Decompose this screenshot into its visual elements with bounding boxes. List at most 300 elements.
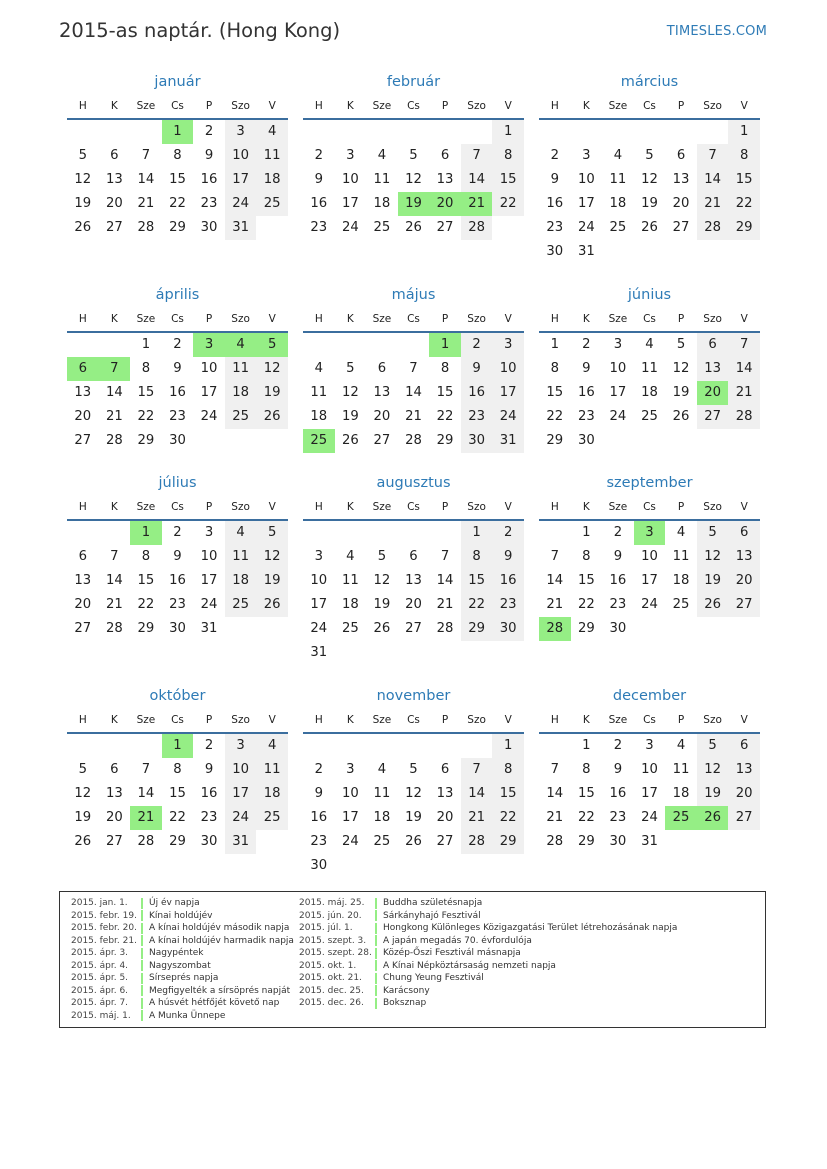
weekday-header (303, 708, 524, 734)
day-cell: 18 (373, 196, 391, 211)
day-cell: 31 (641, 834, 658, 849)
day-cell: 26 (256, 405, 288, 429)
day-cell: 27 (105, 220, 123, 235)
day-cell: 4 (613, 148, 623, 163)
weekday-header (539, 307, 760, 333)
day-cell: 22 (577, 810, 595, 825)
day-cell: 14 (105, 573, 123, 588)
weekday-label: K (346, 100, 354, 112)
day-cell: 30 (461, 429, 493, 453)
day-cell: 2 (204, 738, 214, 753)
day-cell: 28 (105, 621, 123, 636)
day-cell: 4 (256, 734, 288, 758)
day-cell: 15 (436, 385, 454, 400)
weekday-label: P (677, 714, 685, 726)
day-cell: 16 (200, 172, 218, 187)
day-cell: 21 (137, 196, 155, 211)
legend-date: 2015. febr. 19. (71, 910, 137, 921)
day-cell: 13 (728, 758, 760, 782)
day-cell: 6 (697, 333, 729, 357)
day-cell: 20 (105, 196, 123, 211)
weekday-label: Cs (171, 100, 184, 112)
day-cell: 30 (200, 220, 218, 235)
holiday-day-cell: 1 (429, 333, 461, 357)
holiday-day-cell: 1 (130, 521, 162, 545)
day-cell: 9 (613, 762, 623, 777)
weekday-label: Szo (231, 714, 250, 726)
day-cell: 6 (440, 762, 450, 777)
day-grid (539, 521, 760, 641)
day-cell: 25 (609, 220, 627, 235)
legend-date: 2015. dec. 26. (299, 998, 364, 1009)
day-cell: 18 (225, 381, 257, 405)
weekday-label: H (550, 100, 559, 112)
holiday-marker-icon (375, 898, 377, 909)
month-name: szeptember (606, 475, 693, 491)
day-cell: 8 (728, 144, 760, 168)
holiday-marker-icon (141, 960, 143, 971)
day-cell: 28 (728, 405, 760, 429)
empty-cell (366, 333, 398, 357)
month-calendar (539, 283, 760, 453)
day-cell: 15 (169, 786, 186, 801)
day-cell: 14 (137, 172, 155, 187)
day-cell: 18 (609, 196, 627, 211)
day-cell: 3 (582, 148, 591, 163)
day-cell: 7 (141, 148, 151, 163)
day-cell: 18 (256, 782, 288, 806)
weekday-label: H (550, 714, 559, 726)
day-cell: 15 (577, 573, 595, 588)
day-cell: 6 (728, 734, 760, 758)
day-cell: 4 (346, 549, 355, 564)
day-cell: 14 (105, 385, 123, 400)
day-cell: 14 (137, 786, 155, 801)
legend-row (299, 985, 677, 998)
holiday-day-cell: 20 (429, 192, 461, 216)
day-cell: 28 (137, 220, 155, 235)
legend-date: 2015. ápr. 5. (71, 973, 129, 984)
day-cell: 16 (492, 569, 524, 593)
legend-row (299, 897, 677, 910)
day-cell: 23 (609, 597, 627, 612)
month-calendar (67, 471, 288, 641)
day-cell: 7 (697, 144, 729, 168)
legend-row (71, 960, 294, 973)
day-cell: 11 (256, 144, 288, 168)
day-cell: 17 (341, 810, 359, 825)
empty-cell (99, 333, 131, 357)
legend-holiday-name: Közép-Őszi Fesztivál másnapja (383, 948, 521, 959)
weekday-label: H (550, 313, 559, 325)
day-cell: 16 (310, 810, 328, 825)
day-cell: 7 (550, 549, 559, 564)
day-cell: 17 (577, 196, 595, 211)
day-cell: 7 (461, 758, 493, 782)
holiday-day-cell: 21 (130, 806, 162, 830)
day-cell: 16 (577, 385, 595, 400)
weekday-header (67, 708, 288, 734)
day-cell: 2 (204, 124, 214, 139)
day-cell: 10 (341, 786, 359, 801)
day-cell: 12 (256, 545, 288, 569)
day-cell: 29 (169, 834, 186, 849)
day-cell: 1 (492, 120, 524, 144)
legend-holiday-name: Hongkong Különleges Közigazgatási Terület létrehozásának napja (383, 923, 678, 934)
day-grid (539, 120, 760, 264)
day-cell: 20 (74, 409, 92, 424)
day-cell: 5 (377, 549, 387, 564)
legend-date: 2015. okt. 1. (299, 960, 357, 971)
empty-cell (398, 333, 430, 357)
weekday-label: Cs (171, 714, 184, 726)
day-cell: 10 (577, 172, 595, 187)
day-cell: 23 (577, 409, 595, 424)
empty-cell (461, 734, 493, 758)
month-name: november (376, 688, 451, 704)
day-cell: 8 (141, 361, 151, 376)
day-cell: 25 (373, 220, 391, 235)
day-cell: 20 (373, 409, 391, 424)
day-cell: 24 (200, 597, 218, 612)
day-cell: 4 (225, 521, 257, 545)
day-cell: 8 (582, 762, 591, 777)
day-cell: 29 (577, 621, 595, 636)
day-cell: 15 (546, 385, 564, 400)
empty-cell (665, 120, 697, 144)
day-cell: 19 (74, 196, 92, 211)
day-cell: 7 (409, 361, 418, 376)
day-cell: 18 (672, 786, 690, 801)
day-cell: 19 (697, 782, 729, 806)
weekday-label: H (314, 100, 323, 112)
day-cell: 26 (405, 220, 422, 235)
weekday-label: Sze (372, 313, 392, 325)
weekday-header (539, 495, 760, 521)
day-cell: 9 (314, 172, 323, 187)
empty-cell (602, 120, 634, 144)
day-cell: 14 (461, 782, 493, 806)
day-cell: 25 (256, 806, 288, 830)
empty-cell (398, 734, 430, 758)
legend-holiday-name: A kínai holdújév második napja (149, 923, 290, 934)
empty-cell (398, 521, 430, 545)
day-cell: 13 (436, 786, 454, 801)
day-cell: 11 (641, 361, 658, 376)
weekday-label: Cs (407, 100, 420, 112)
weekday-label: Cs (643, 501, 656, 513)
day-cell: 16 (461, 381, 493, 405)
day-cell: 28 (697, 216, 729, 240)
day-cell: 30 (577, 433, 595, 448)
weekday-label: Sze (608, 501, 628, 513)
weekday-label: H (314, 313, 323, 325)
day-cell: 31 (492, 429, 524, 453)
empty-cell (99, 120, 131, 144)
legend-date: 2015. okt. 21. (299, 973, 362, 984)
day-cell: 13 (373, 385, 391, 400)
day-cell: 9 (173, 361, 182, 376)
weekday-label: K (346, 313, 354, 325)
weekday-label: P (677, 100, 685, 112)
day-cell: 10 (641, 762, 658, 777)
empty-cell (571, 120, 603, 144)
holiday-marker-icon (141, 935, 143, 946)
day-cell: 12 (405, 172, 422, 187)
day-cell: 30 (609, 834, 627, 849)
weekday-label: V (740, 501, 748, 513)
day-cell: 12 (373, 573, 391, 588)
day-cell: 25 (672, 597, 690, 612)
legend-holiday-name: Megfigyelték a sírsöprés napját (149, 985, 291, 996)
day-cell: 7 (440, 549, 450, 564)
day-grid (539, 333, 760, 453)
weekday-label: Szo (703, 501, 722, 513)
legend-holiday-name: Nagypéntek (149, 948, 204, 959)
day-cell: 27 (697, 405, 729, 429)
day-cell: 17 (225, 782, 257, 806)
weekday-label: Szo (703, 313, 722, 325)
legend-holiday-name: A Kínai Népköztársaság nemzeti napja (383, 960, 556, 971)
weekday-header (303, 94, 524, 120)
weekday-label: Sze (608, 714, 628, 726)
day-cell: 5 (676, 337, 686, 352)
holiday-day-cell: 3 (193, 333, 225, 357)
day-cell: 2 (314, 762, 323, 777)
legend-holiday-name: A húsvét hétfőjét követő nap (149, 998, 280, 1009)
day-cell: 31 (225, 216, 257, 240)
day-cell: 15 (492, 168, 524, 192)
weekday-label: Cs (407, 313, 420, 325)
day-grid (539, 734, 760, 854)
month-name: december (612, 688, 687, 704)
day-cell: 30 (310, 858, 328, 873)
day-cell: 16 (310, 196, 328, 211)
empty-cell (366, 734, 398, 758)
day-cell: 2 (492, 521, 524, 545)
weekday-label: V (504, 714, 512, 726)
weekday-label: P (441, 313, 449, 325)
weekday-label: Sze (136, 313, 156, 325)
weekday-label: K (110, 714, 118, 726)
day-cell: 5 (78, 762, 87, 777)
weekday-label: H (314, 714, 323, 726)
day-cell: 25 (373, 834, 391, 849)
day-cell: 26 (74, 220, 92, 235)
day-cell: 16 (546, 196, 564, 211)
day-cell: 3 (346, 148, 355, 163)
day-grid (67, 120, 288, 240)
day-cell: 6 (78, 549, 87, 564)
month-calendar (67, 684, 288, 854)
day-cell: 20 (74, 597, 92, 612)
month-name: augusztus (376, 475, 451, 491)
page-title: 2015-as naptár. (Hong Kong) (59, 19, 341, 42)
day-cell: 14 (546, 786, 564, 801)
day-cell: 6 (377, 361, 387, 376)
day-grid (303, 120, 524, 240)
weekday-header (303, 307, 524, 333)
day-cell: 24 (341, 834, 359, 849)
day-cell: 18 (256, 168, 288, 192)
day-cell: 19 (641, 196, 658, 211)
empty-cell (429, 120, 461, 144)
day-cell: 12 (641, 172, 658, 187)
day-cell: 12 (74, 786, 92, 801)
brand-link[interactable]: TIMESLES.COM (666, 24, 767, 39)
day-cell: 29 (461, 617, 493, 641)
holiday-day-cell: 7 (99, 357, 131, 381)
day-cell: 29 (137, 621, 155, 636)
day-grid (67, 333, 288, 453)
weekday-label: Szo (703, 714, 722, 726)
day-cell: 24 (200, 409, 218, 424)
empty-cell (99, 734, 131, 758)
weekday-header (539, 94, 760, 120)
day-cell: 17 (641, 786, 658, 801)
day-cell: 13 (436, 172, 454, 187)
day-cell: 25 (641, 409, 658, 424)
day-cell: 14 (436, 573, 454, 588)
day-cell: 21 (436, 597, 454, 612)
day-cell: 30 (492, 617, 524, 641)
day-cell: 27 (436, 220, 454, 235)
day-cell: 21 (461, 806, 493, 830)
day-cell: 28 (461, 830, 493, 854)
day-cell: 4 (377, 762, 387, 777)
day-cell: 10 (200, 361, 218, 376)
day-cell: 24 (225, 806, 257, 830)
empty-cell (398, 120, 430, 144)
day-cell: 22 (169, 196, 186, 211)
day-cell: 19 (341, 409, 359, 424)
day-cell: 10 (341, 172, 359, 187)
day-cell: 22 (436, 409, 454, 424)
day-cell: 21 (105, 409, 123, 424)
day-cell: 26 (74, 834, 92, 849)
empty-cell (67, 521, 99, 545)
day-cell: 8 (461, 545, 493, 569)
day-cell: 15 (577, 786, 595, 801)
day-cell: 10 (492, 357, 524, 381)
day-cell: 27 (373, 433, 391, 448)
day-cell: 19 (405, 810, 422, 825)
day-cell: 24 (641, 597, 658, 612)
weekday-label: K (582, 501, 590, 513)
day-cell: 24 (225, 192, 257, 216)
day-cell: 19 (373, 597, 391, 612)
day-cell: 13 (105, 786, 123, 801)
holiday-marker-icon (141, 948, 143, 959)
day-cell: 1 (550, 337, 559, 352)
day-cell: 10 (225, 144, 257, 168)
day-cell: 13 (405, 573, 422, 588)
holiday-legend (59, 891, 766, 1028)
day-cell: 23 (310, 220, 328, 235)
weekday-header (303, 495, 524, 521)
day-cell: 10 (641, 549, 658, 564)
weekday-label: V (504, 501, 512, 513)
day-cell: 15 (137, 573, 155, 588)
month-name: január (154, 74, 201, 90)
day-cell: 22 (728, 192, 760, 216)
day-cell: 1 (728, 120, 760, 144)
day-grid (303, 521, 524, 665)
day-cell: 10 (225, 758, 257, 782)
day-cell: 20 (728, 782, 760, 806)
day-cell: 4 (256, 120, 288, 144)
legend-row (299, 960, 677, 973)
weekday-label: P (677, 501, 685, 513)
day-cell: 26 (256, 593, 288, 617)
weekday-label: Szo (231, 501, 250, 513)
weekday-label: P (205, 100, 213, 112)
day-cell: 18 (341, 597, 359, 612)
holiday-day-cell: 28 (539, 617, 571, 641)
day-cell: 11 (609, 172, 627, 187)
day-cell: 22 (461, 593, 493, 617)
day-cell: 23 (200, 196, 218, 211)
holiday-day-cell: 21 (461, 192, 493, 216)
day-cell: 13 (728, 545, 760, 569)
weekday-label: P (205, 714, 213, 726)
empty-cell (697, 120, 729, 144)
weekday-label: V (740, 714, 748, 726)
legend-row (71, 997, 294, 1010)
day-cell: 29 (728, 216, 760, 240)
day-cell: 22 (492, 806, 524, 830)
day-grid (67, 734, 288, 854)
empty-cell (303, 521, 335, 545)
day-cell: 3 (492, 333, 524, 357)
legend-holiday-name: Buddha születésnapja (383, 898, 483, 909)
empty-cell (461, 120, 493, 144)
legend-date: 2015. ápr. 6. (71, 985, 129, 996)
day-cell: 24 (577, 220, 595, 235)
day-cell: 19 (74, 810, 92, 825)
day-cell: 23 (169, 409, 186, 424)
day-grid (303, 734, 524, 878)
day-cell: 21 (546, 597, 564, 612)
day-cell: 31 (310, 645, 328, 660)
day-cell: 1 (582, 738, 591, 753)
day-cell: 4 (377, 148, 387, 163)
day-cell: 18 (672, 573, 690, 588)
day-cell: 8 (492, 144, 524, 168)
day-cell: 26 (373, 621, 391, 636)
legend-date: 2015. ápr. 7. (71, 998, 129, 1009)
weekday-label: V (504, 100, 512, 112)
weekday-label: V (268, 313, 276, 325)
weekday-header (67, 307, 288, 333)
holiday-marker-icon (375, 948, 377, 959)
day-cell: 12 (672, 361, 690, 376)
holiday-marker-icon (375, 910, 377, 921)
weekday-label: V (268, 100, 276, 112)
day-cell: 3 (225, 120, 257, 144)
empty-cell (429, 521, 461, 545)
day-cell: 1 (461, 521, 493, 545)
day-cell: 29 (137, 433, 155, 448)
day-cell: 19 (256, 569, 288, 593)
day-cell: 15 (728, 168, 760, 192)
day-cell: 21 (105, 597, 123, 612)
day-cell: 23 (200, 810, 218, 825)
holiday-marker-icon (141, 898, 143, 909)
day-cell: 29 (577, 834, 595, 849)
day-cell: 28 (461, 216, 493, 240)
empty-cell (634, 120, 666, 144)
